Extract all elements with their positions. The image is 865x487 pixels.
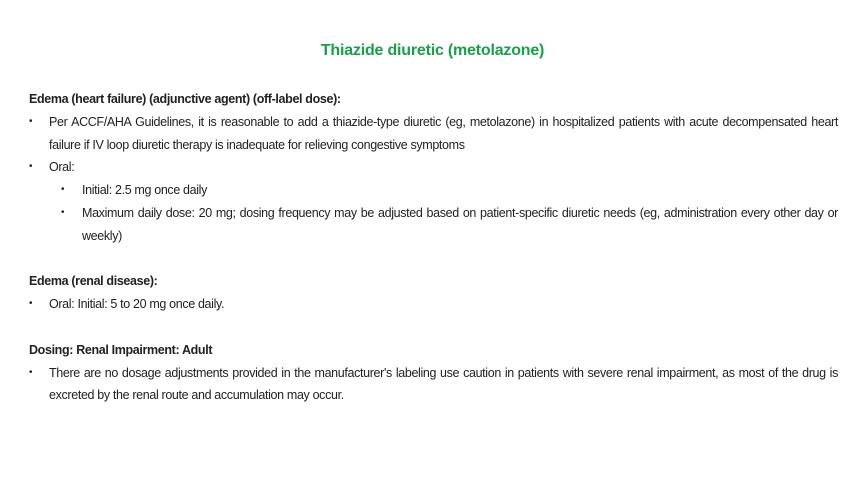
spacer [29,248,838,271]
section-renal-impairment [29,339,838,407]
sub-list-item [29,179,838,202]
list-item [29,111,838,157]
list-item-text: Oral: [49,160,75,175]
sub-list-item [29,202,838,248]
bullet-icon: • [61,206,65,218]
slide-content [29,88,838,407]
bullet-icon: • [29,115,33,127]
list-item-text: Oral: Initial: 5 to 20 mg once daily. [49,297,225,312]
bullet-icon: • [29,298,33,310]
list-item-text: Initial: 2.5 mg once daily [82,183,208,198]
bullet-icon: • [29,161,33,173]
list-item [29,362,838,408]
list-item-text: There are no dosage adjustments provided in the manufacturer's labeling use caution in patients with severe renal impairment, as most of the drug is excreted by the renal route and accumulation may occur. [49,365,838,403]
section-edema-renal-disease [29,270,838,316]
bullet-list [29,293,838,316]
section-heading: Dosing: Renal Impairment: Adult [29,342,213,357]
list-item [29,293,838,316]
bullet-icon: • [29,366,33,378]
section-edema-heart-failure [29,88,838,248]
page-title: Thiazide diuretic (metolazone) [320,42,545,59]
bullet-icon: • [61,184,65,196]
section-heading: Edema (renal disease): [29,274,158,289]
list-item-text: Per ACCF/AHA Guidelines, it is reasonable to add a thiazide-type diuretic (eg, metolazone) in hospitalized patients with acute decompensated heart failure if IV loop diuretic therapy is inadequate for relieving congestive symptoms [49,114,838,152]
list-item-text: Maximum daily dose: 20 mg; dosing frequency may be adjusted based on patient-specific diuretic needs (eg, administration every other day or weekly) [82,205,838,243]
bullet-list [29,362,838,408]
list-item [29,156,838,179]
spacer [29,316,838,339]
bullet-list [29,111,838,179]
section-heading: Edema (heart failure) (adjunctive agent) (off-label dose): [29,92,341,106]
sub-bullet-list [29,179,838,247]
